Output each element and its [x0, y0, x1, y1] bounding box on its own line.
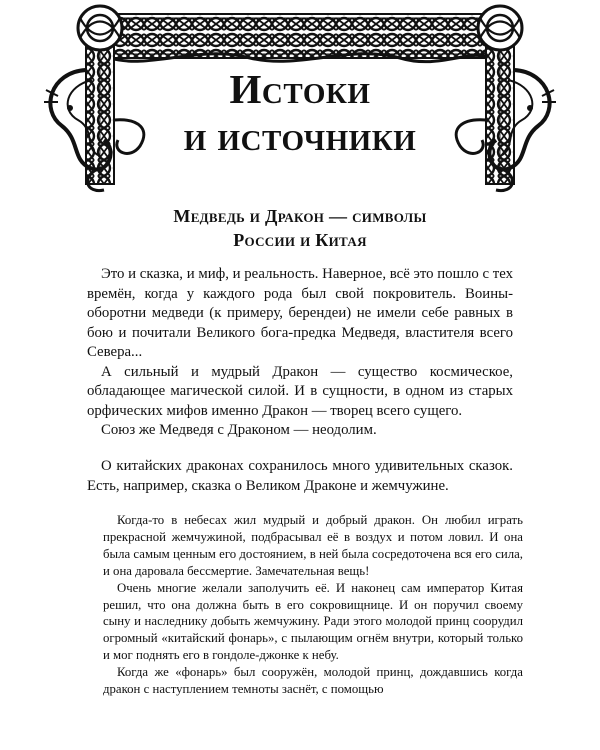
pre-tale-text: [87, 457, 513, 496]
top-right-corner-knot: [478, 6, 522, 50]
chapter-title-line-2: и источники: [183, 113, 417, 159]
pre-tale-paragraph: О китайских драконах сохранилось много удивительных сказок. Есть, например, сказка о Великом Драконе и жемчужине.: [87, 458, 513, 494]
intro-paragraph: Союз же Медведя с Драконом — неодолим.: [101, 422, 377, 438]
chapter-title: [150, 66, 450, 160]
tale-text: [103, 512, 523, 698]
tale-paragraph: Когда-то в небесах жил мудрый и добрый дракон. Он любил играть прекрасной жемчужиной, подбрасывал её в воздух и потом ловил. И она была самым ценным его достоянием, в ней была сосредоточена вся его сила, и она даровала бессмертие. Замечательная вещь!: [103, 513, 523, 578]
tale-paragraph: Когда же «фонарь» был сооружён, молодой принц, дождавшись когда дракон с наступлением темноты заснёт, с помощью: [103, 665, 523, 697]
top-knot-band: [92, 14, 508, 62]
section-heading: [100, 204, 500, 252]
tale-paragraph: Очень многие желали заполучить её. И наконец сам император Китая решил, что она должна быть в его сокровищнице. И он поручил своему сыну и наследнику добыть жемчужину. Ради этого молодой принц соорудил огромный «китайский фонарь», с пылающим огнём внутри, который только и мог поднять его в гондоле-джонке к небу.: [103, 580, 523, 663]
top-left-corner-knot: [78, 6, 122, 50]
intro-text: [87, 265, 513, 441]
intro-paragraph: А сильный и мудрый Дракон — существо космическое, обладающее магической силой. И в сущности, в одном из старых орфических мифов именно Дракон — творец всего сущего.: [87, 363, 513, 419]
intro-paragraph: Это и сказка, и миф, и реальность. Наверное, всё это пошло с тех времён, когда у каждого рода был свой покровитель. Воины-оборотни медведи (к примеру, берендеи) не имели себе равных в бою и почитали Великого бога-предка Медведя, властителя всего Севера...: [87, 266, 513, 360]
chapter-title-line-1: Истоки: [229, 66, 371, 112]
section-heading-line-1: Медведь и Дракон — символы: [173, 206, 427, 226]
section-heading-line-2: России и Китая: [233, 230, 367, 250]
